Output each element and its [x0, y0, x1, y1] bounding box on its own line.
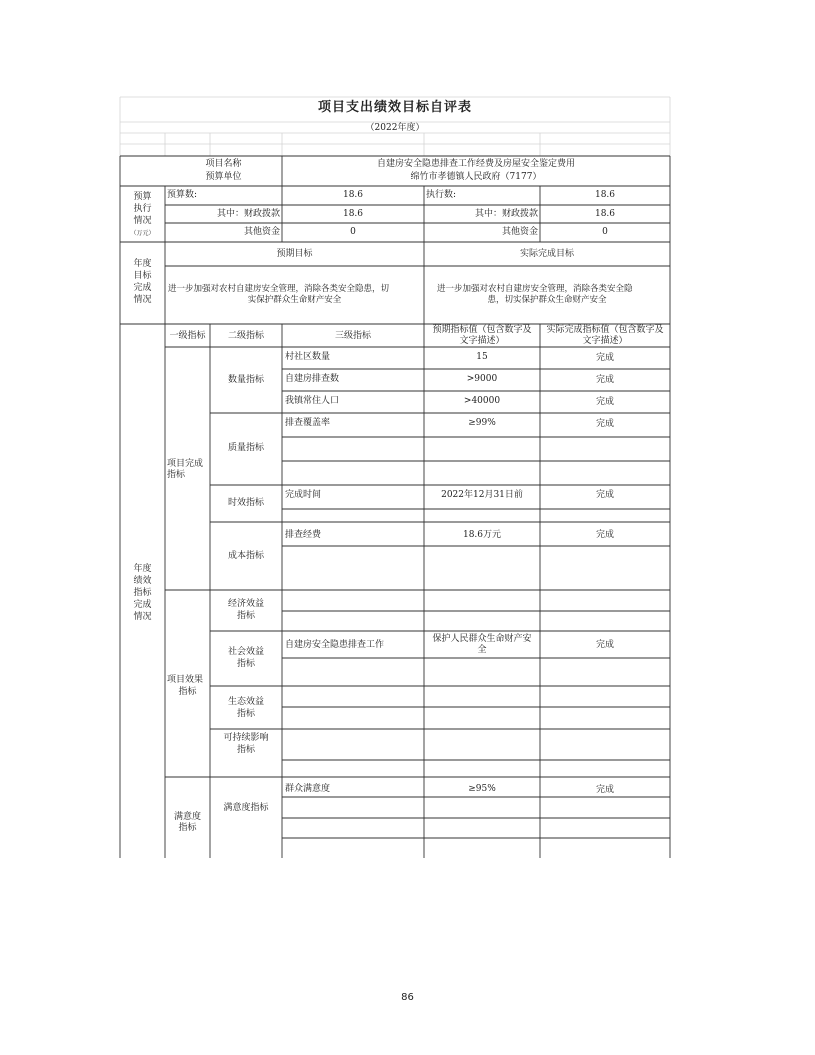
expected-target-line-1: 进一步加强对农村自建房安全管理，消除各类安全隐患，切	[168, 284, 390, 294]
level1-completion-2: 指标	[167, 470, 186, 480]
project-name-label: 项目名称	[205, 159, 242, 169]
budget-section-label-2: 执行	[133, 204, 152, 214]
row-expected-3: >40000	[463, 396, 501, 406]
budget-section-label-1: 预算	[133, 192, 152, 202]
level2-economic-2: 指标	[236, 611, 255, 621]
row-actual-5: 完成	[595, 490, 614, 500]
budget-unit-value: 绵竹市孝德镇人民政府（7177）	[410, 172, 542, 182]
level2-sustainability-2: 指标	[236, 745, 255, 755]
level2-cost: 成本指标	[227, 551, 264, 561]
row-expected-7-line-2: 全	[477, 645, 487, 655]
row-name-6: 排查经费	[285, 530, 322, 540]
annual-section-label-3: 完成	[133, 283, 152, 293]
level1-effect-2: 指标	[178, 687, 197, 697]
budget-amount-label: 预算数:	[167, 190, 198, 200]
indicator-section-label-4: 完成	[133, 600, 152, 610]
col-header-expected-2: 文字描述）	[459, 336, 505, 346]
budget-amount-value: 18.6	[342, 190, 364, 200]
row-expected-2: >9000	[466, 374, 498, 384]
page-title: 项目支出绩效目标自评表	[317, 100, 472, 115]
row-expected-5: 2022年12月31日前	[441, 490, 523, 500]
col-header-actual-2: 文字描述）	[582, 336, 628, 346]
other-funds-label-exec: 其他资金	[501, 227, 538, 237]
level2-social-1: 社会效益	[227, 647, 264, 657]
col-header-level1: 一级指标	[169, 331, 206, 341]
budget-section-label-4: （万元）	[130, 230, 155, 237]
row-expected-8: ≥95%	[468, 784, 496, 794]
row-name-3: 我镇常住人口	[285, 396, 340, 406]
row-actual-2: 完成	[595, 375, 614, 385]
budget-unit-label: 预算单位	[205, 172, 242, 182]
level2-ecological-2: 指标	[236, 709, 255, 719]
level1-effect-1: 项目效果	[167, 675, 204, 685]
col-header-actual-1: 实际完成指标值（包含数字及	[546, 325, 664, 335]
row-actual-3: 完成	[595, 397, 614, 407]
annual-section-label-2: 目标	[133, 271, 152, 281]
row-expected-7-line-1: 保护人民群众生命财产安	[432, 634, 532, 644]
level2-social-2: 指标	[236, 659, 255, 669]
expected-target-header: 预期目标	[276, 249, 313, 259]
level2-sustainability-1: 可持续影响	[223, 733, 269, 743]
row-actual-8: 完成	[595, 785, 614, 795]
other-funds-label: 其他资金	[243, 227, 280, 237]
row-name-1: 村社区数量	[285, 352, 331, 362]
indicator-section-label-2: 绩效	[133, 576, 152, 586]
indicator-section-label-3: 指标	[133, 588, 152, 598]
level2-quality: 质量指标	[227, 443, 264, 453]
exec-amount-value: 18.6	[594, 190, 616, 200]
budget-section-label-3: 情况	[133, 216, 152, 226]
fiscal-label: 其中：财政拨款	[216, 209, 280, 219]
col-header-level3: 三级指标	[334, 331, 371, 341]
actual-target-header: 实际完成目标	[519, 249, 574, 259]
row-actual-7: 完成	[595, 640, 614, 650]
other-funds-value: 0	[350, 227, 356, 237]
row-name-8: 群众满意度	[285, 784, 331, 794]
row-name-2: 自建房排查数	[285, 374, 340, 384]
page-number: 86	[401, 992, 414, 1003]
fiscal-value: 18.6	[342, 209, 364, 219]
project-name-value: 自建房安全隐患排查工作经费及房屋安全鉴定费用	[376, 159, 575, 169]
row-actual-4: 完成	[595, 419, 614, 429]
annual-section-label-4: 情况	[133, 295, 152, 305]
row-name-7: 自建房安全隐患排查工作	[285, 640, 385, 650]
col-header-expected-1: 预期指标值（包含数字及	[432, 325, 532, 335]
row-actual-6: 完成	[595, 530, 614, 540]
level2-ecological-1: 生态效益	[227, 697, 264, 707]
other-funds-value-exec: 0	[602, 227, 608, 237]
page-subtitle: （2022年度）	[365, 123, 425, 133]
level2-quantity: 数量指标	[227, 375, 264, 385]
level1-satisfaction-2: 指标	[178, 823, 197, 833]
row-name-5: 完成时间	[285, 490, 322, 500]
row-name-4: 排查覆盖率	[285, 418, 331, 428]
row-expected-1: 15	[476, 352, 488, 362]
fiscal-label-exec: 其中：财政拨款	[474, 209, 538, 219]
actual-target-line-1: 进一步加强对农村自建房安全管理，消除各类安全隐	[437, 284, 633, 294]
level1-satisfaction-1: 满意度	[173, 812, 201, 822]
row-actual-1: 完成	[595, 353, 614, 363]
level2-economic-1: 经济效益	[227, 599, 264, 609]
expected-target-line-2: 实保护群众生命财产安全	[247, 295, 342, 305]
level1-completion-1: 项目完成	[167, 459, 204, 469]
col-header-level2: 二级指标	[227, 331, 264, 341]
fiscal-value-exec: 18.6	[594, 209, 616, 219]
indicator-section-label-1: 年度	[133, 564, 152, 574]
exec-amount-label: 执行数:	[426, 190, 457, 200]
indicator-section-label-5: 情况	[133, 612, 152, 622]
row-expected-4: ≥99%	[468, 418, 496, 428]
level2-timeliness: 时效指标	[227, 498, 264, 508]
row-expected-6: 18.6万元	[462, 530, 502, 540]
actual-target-line-2: 患，切实保护群众生命财产安全	[487, 295, 607, 305]
level2-satisfaction: 满意度指标	[223, 803, 269, 813]
annual-section-label-1: 年度	[133, 259, 152, 269]
